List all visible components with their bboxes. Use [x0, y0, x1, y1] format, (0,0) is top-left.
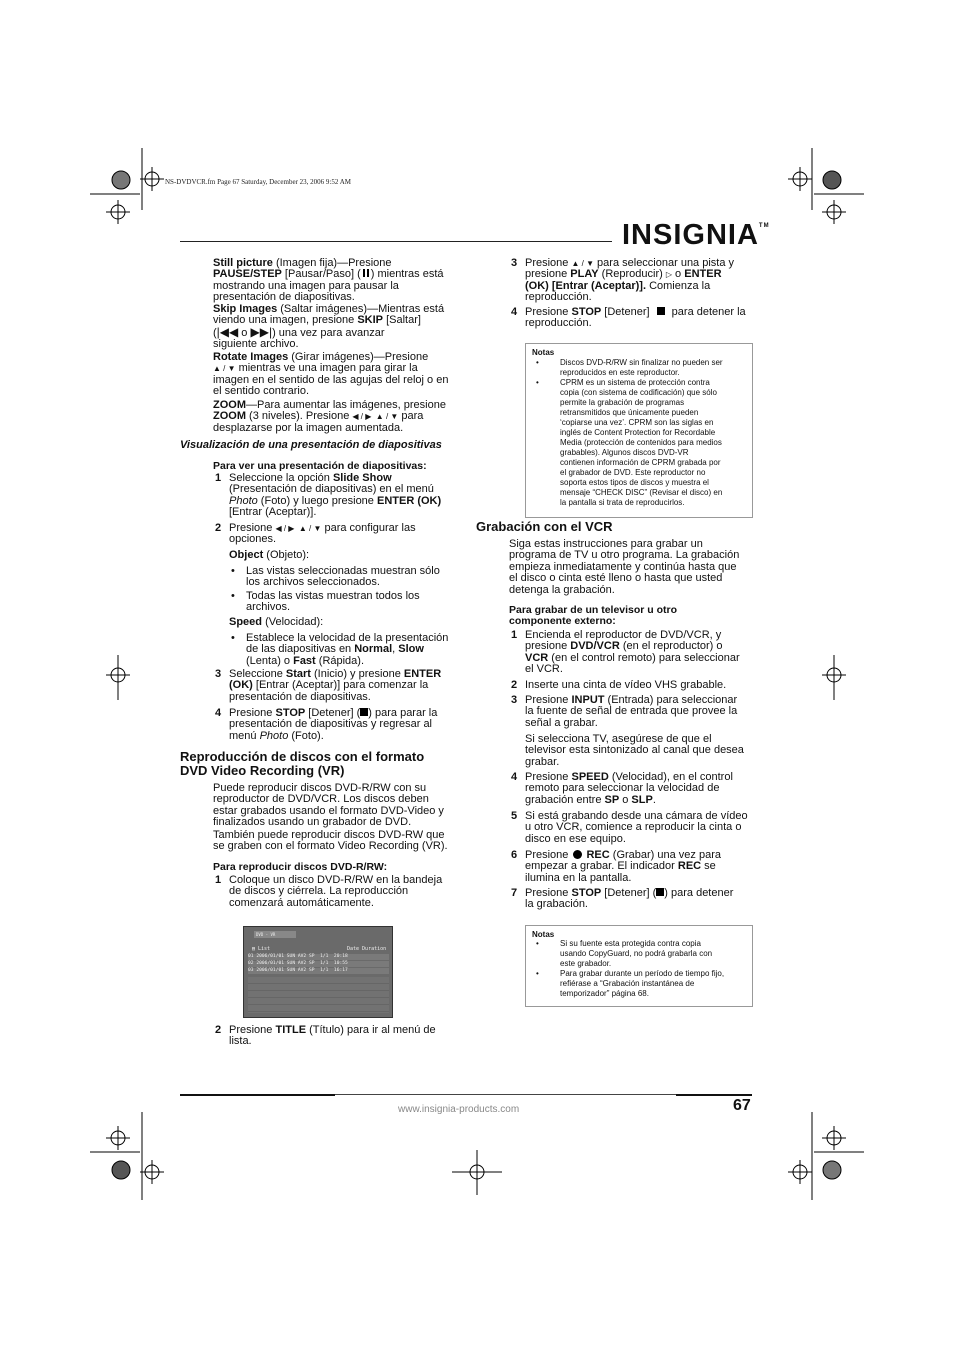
footer-rule-thick-left: [180, 1094, 335, 1096]
vcr-step-3: 3 Presione INPUT (Entrada) para seleccionar la fuente de señal de entrada que provee la señal a grabar.: [511, 694, 738, 729]
screen-empty-rows: [248, 977, 389, 1013]
slideshow-subheading: Para ver una presentación de diapositivas:: [213, 460, 427, 472]
vr-step-2: 2 Presione TITLE (Título) para ir al menú de lista.: [215, 1024, 436, 1048]
still-picture-entry: Still picture (Imagen fija)—Presione PAUSE/STEP [Pausar/Paso] ( ) mientras está mostrando una imagen para pausar la presentación de diapositivas.: [213, 257, 444, 304]
up-down-arrow-icon: ▲ / ▼: [213, 364, 236, 374]
vcr-step-6: 6 Presione REC (Grabar) una vez para empezar a grabar. El indicador REC se ilumina en la pantalla.: [511, 849, 721, 884]
brand-logo: INSIGNIA™: [622, 219, 770, 251]
screen-tab: DVD - VR: [254, 931, 296, 938]
footer-rule-thick-right: [676, 1094, 752, 1096]
up-down-arrow-icon: ▲ / ▼: [571, 259, 594, 268]
vr-heading: Reproducción de discos con el formato DVD Video Recording (VR): [180, 749, 425, 778]
page-number: 67: [733, 1097, 751, 1114]
object-label: Object (Objeto):: [229, 549, 310, 561]
notes-title: Notas: [532, 348, 555, 357]
note-item: • Discos DVD-R/RW sin finalizar no pueden ser reproducidos en este reproductor.: [536, 358, 723, 377]
note-item: • CPRM es un sistema de protección contra copia (con sistema de codificación) que sólo permite la grabación de programas retransmitidos que únicamente pueden ‘copiarse una vez’. CPRM son las siglas en inglés de Content Protection for Recordable Media (protección de contenidos para medios grabables). Algunos discos DVD-VR contienen información de CPRM grabada por el grabador de DVD. Este reproductor no soporta estos tipos de discos y muestra el mensaje “CHECK DISC” (Revisar el disco) en la pantalla si trata de reproducirlos.: [536, 378, 723, 507]
file-stamp: NS-DVDVCR.fm Page 67 Saturday, December 23, 2006 9:52 AM: [165, 178, 351, 186]
skip-images-entry: Skip Images (Saltar imágenes)—Mientras está viendo una imagen, presione SKIP [Saltar] (|◀◀ o ▶▶|) una vez para avanzar siguiente archivo.: [213, 303, 445, 351]
rotate-images-entry: Rotate Images (Girar imágenes)—Presione ▲ / ▼ mientras ve una imagen para girar la imagen en el sentido de las agujas del reloj o en el sentido contrario.: [213, 351, 449, 398]
slideshow-step-4: 4 Presione STOP [Detener] ( ) para parar la presentación de diapositivas y regresar al menú Photo (Foto).: [215, 707, 438, 742]
vcr-paragraph: Siga estas instrucciones para grabar un programa de TV u otro programa. La grabación empieza inmediatamente y continúa hasta que el disco o cinta esté lleno o hasta que usted detenga la grabación.: [509, 538, 740, 596]
object-bullet-1: • Las vistas seleccionadas muestran sólo los archivos seleccionados.: [231, 565, 440, 589]
arrow-keys-icon: ◀ / ▶ ▲ / ▼: [352, 412, 399, 422]
slideshow-step-1: 1 Seleccione la opción Slide Show (Presentación de diapositivas) en el menú Photo (Foto) y luego presione ENTER (OK) [Entrar (Aceptar)].: [215, 472, 442, 519]
vcr-step-2: 2 Inserte una cinta de vídeo VHS grabable.: [511, 679, 727, 691]
notes-box-1: [525, 343, 753, 518]
vcr-subheading: Para grabar de un televisor u otro componente externo:: [509, 604, 678, 628]
vr-paragraph-2: También puede reproducir discos DVD-RW que se graben con el formato Video Recording (VR).: [213, 829, 448, 853]
screen-row: 02 2006/01/01 SUN AV2 SP 1/1 10:55: [248, 961, 389, 967]
slideshow-heading: Visualización de una presentación de diapositivas: [180, 439, 442, 451]
zoom-entry: ZOOM—Para aumentar las imágenes, presione ZOOM (3 niveles). Presione ◀ / ▶ ▲ / ▼ para desplazarse por la imagen aumentada.: [213, 399, 446, 434]
screen-row: 01 2006/01/01 SUN AV2 SP 1/1 20:18: [248, 954, 389, 960]
slideshow-step-2: 2 Presione ◀ / ▶ ▲ / ▼ para configurar las opciones.: [215, 522, 416, 546]
skip-previous-icon: |◀◀: [216, 324, 239, 339]
record-icon: [573, 850, 582, 859]
play-icon: ▷: [665, 270, 672, 280]
vcr-step-1: 1 Encienda el reproductor de DVD/VCR, y presione DVD/VCR (en el reproductor) o VCR (en el control remoto) para seleccionar el VCR.: [511, 629, 740, 676]
speed-label: Speed (Velocidad):: [229, 616, 324, 628]
vr-paragraph-1: Puede reproducir discos DVD-R/RW con su reproductor de DVD/VCR. Los discos deben estar grabados usando el formato DVD-Video y finalizados usando un grabador de DVD.: [213, 782, 444, 829]
header-rule: [180, 241, 612, 242]
vcr-step-4: 4 Presione SPEED (Velocidad), en el control remoto para seleccionar la velocidad de grabación entre SP o SLP.: [511, 771, 733, 806]
vcr-step-7: 7 Presione STOP [Detener] ( ) para detener la grabación.: [511, 887, 734, 911]
notes-box-2: [525, 925, 753, 1007]
play-step-4: 4 Presione STOP [Detener] para detener la reproducción.: [511, 306, 746, 330]
list-icon: ▤: [252, 946, 259, 952]
speed-bullet-1: • Establece la velocidad de la presentación de las diapositivas en Normal, Slow (Lenta) o Fast (Rápida).: [231, 632, 449, 667]
slideshow-step-3: 3 Seleccione Start (Inicio) y presione ENTER (OK) [Entrar (Aceptar)] para comenzar la presentación de diapositivas.: [215, 668, 442, 703]
note-item: • Si su fuente esta protegida contra copia usando CopyGuard, no podrá grabarla con este grabador.: [536, 939, 713, 968]
arrow-keys-icon: ◀ / ▶ ▲ / ▼: [275, 524, 322, 533]
note-item: • Para grabar durante un período de tiempo fijo, refiérase a “Grabación instantánea de temporizador” página 68.: [536, 969, 725, 998]
stop-icon: [657, 307, 665, 315]
screen-list-label: ▤ List: [252, 946, 271, 952]
vcr-heading: Grabación con el VCR: [476, 519, 613, 534]
play-step-3: 3 Presione ▲ / ▼ para seleccionar una pista y presione PLAY (Reproducir) ▷ o ENTER (OK) [Entrar (Aceptar)]. Comienza la reproducción.: [511, 257, 735, 304]
notes-title: Notas: [532, 930, 555, 939]
vcr-step-5: 5 Si está grabando desde una cámara de vídeo u otro VCR, comience a reproducir la cinta o disco en ese equipo.: [511, 810, 748, 845]
screen-date-duration: Date Duration: [347, 946, 387, 952]
vr-step-1: 1 Coloque un disco DVD-R/RW en la bandeja de discos y ciérrela. La reproducción comenzará automáticamente.: [215, 874, 443, 909]
object-bullet-2: • Todas las vistas muestran todos los archivos.: [231, 590, 420, 614]
vcr-step-3-note: Si selecciona TV, asegúrese de que el televisor esta sintonizado al canal que desea grabar.: [525, 733, 744, 768]
screen-row: 03 2006/01/01 SUN AV2 SP 1/1 16:17: [248, 968, 389, 974]
dvd-vr-list-screen: [243, 926, 393, 1018]
skip-next-icon: ▶▶|: [250, 324, 273, 339]
footer-url: www.insignia-products.com: [398, 1104, 520, 1115]
vr-subheading: Para reproducir discos DVD-R/RW:: [213, 861, 388, 873]
pause-icon: [363, 269, 369, 277]
